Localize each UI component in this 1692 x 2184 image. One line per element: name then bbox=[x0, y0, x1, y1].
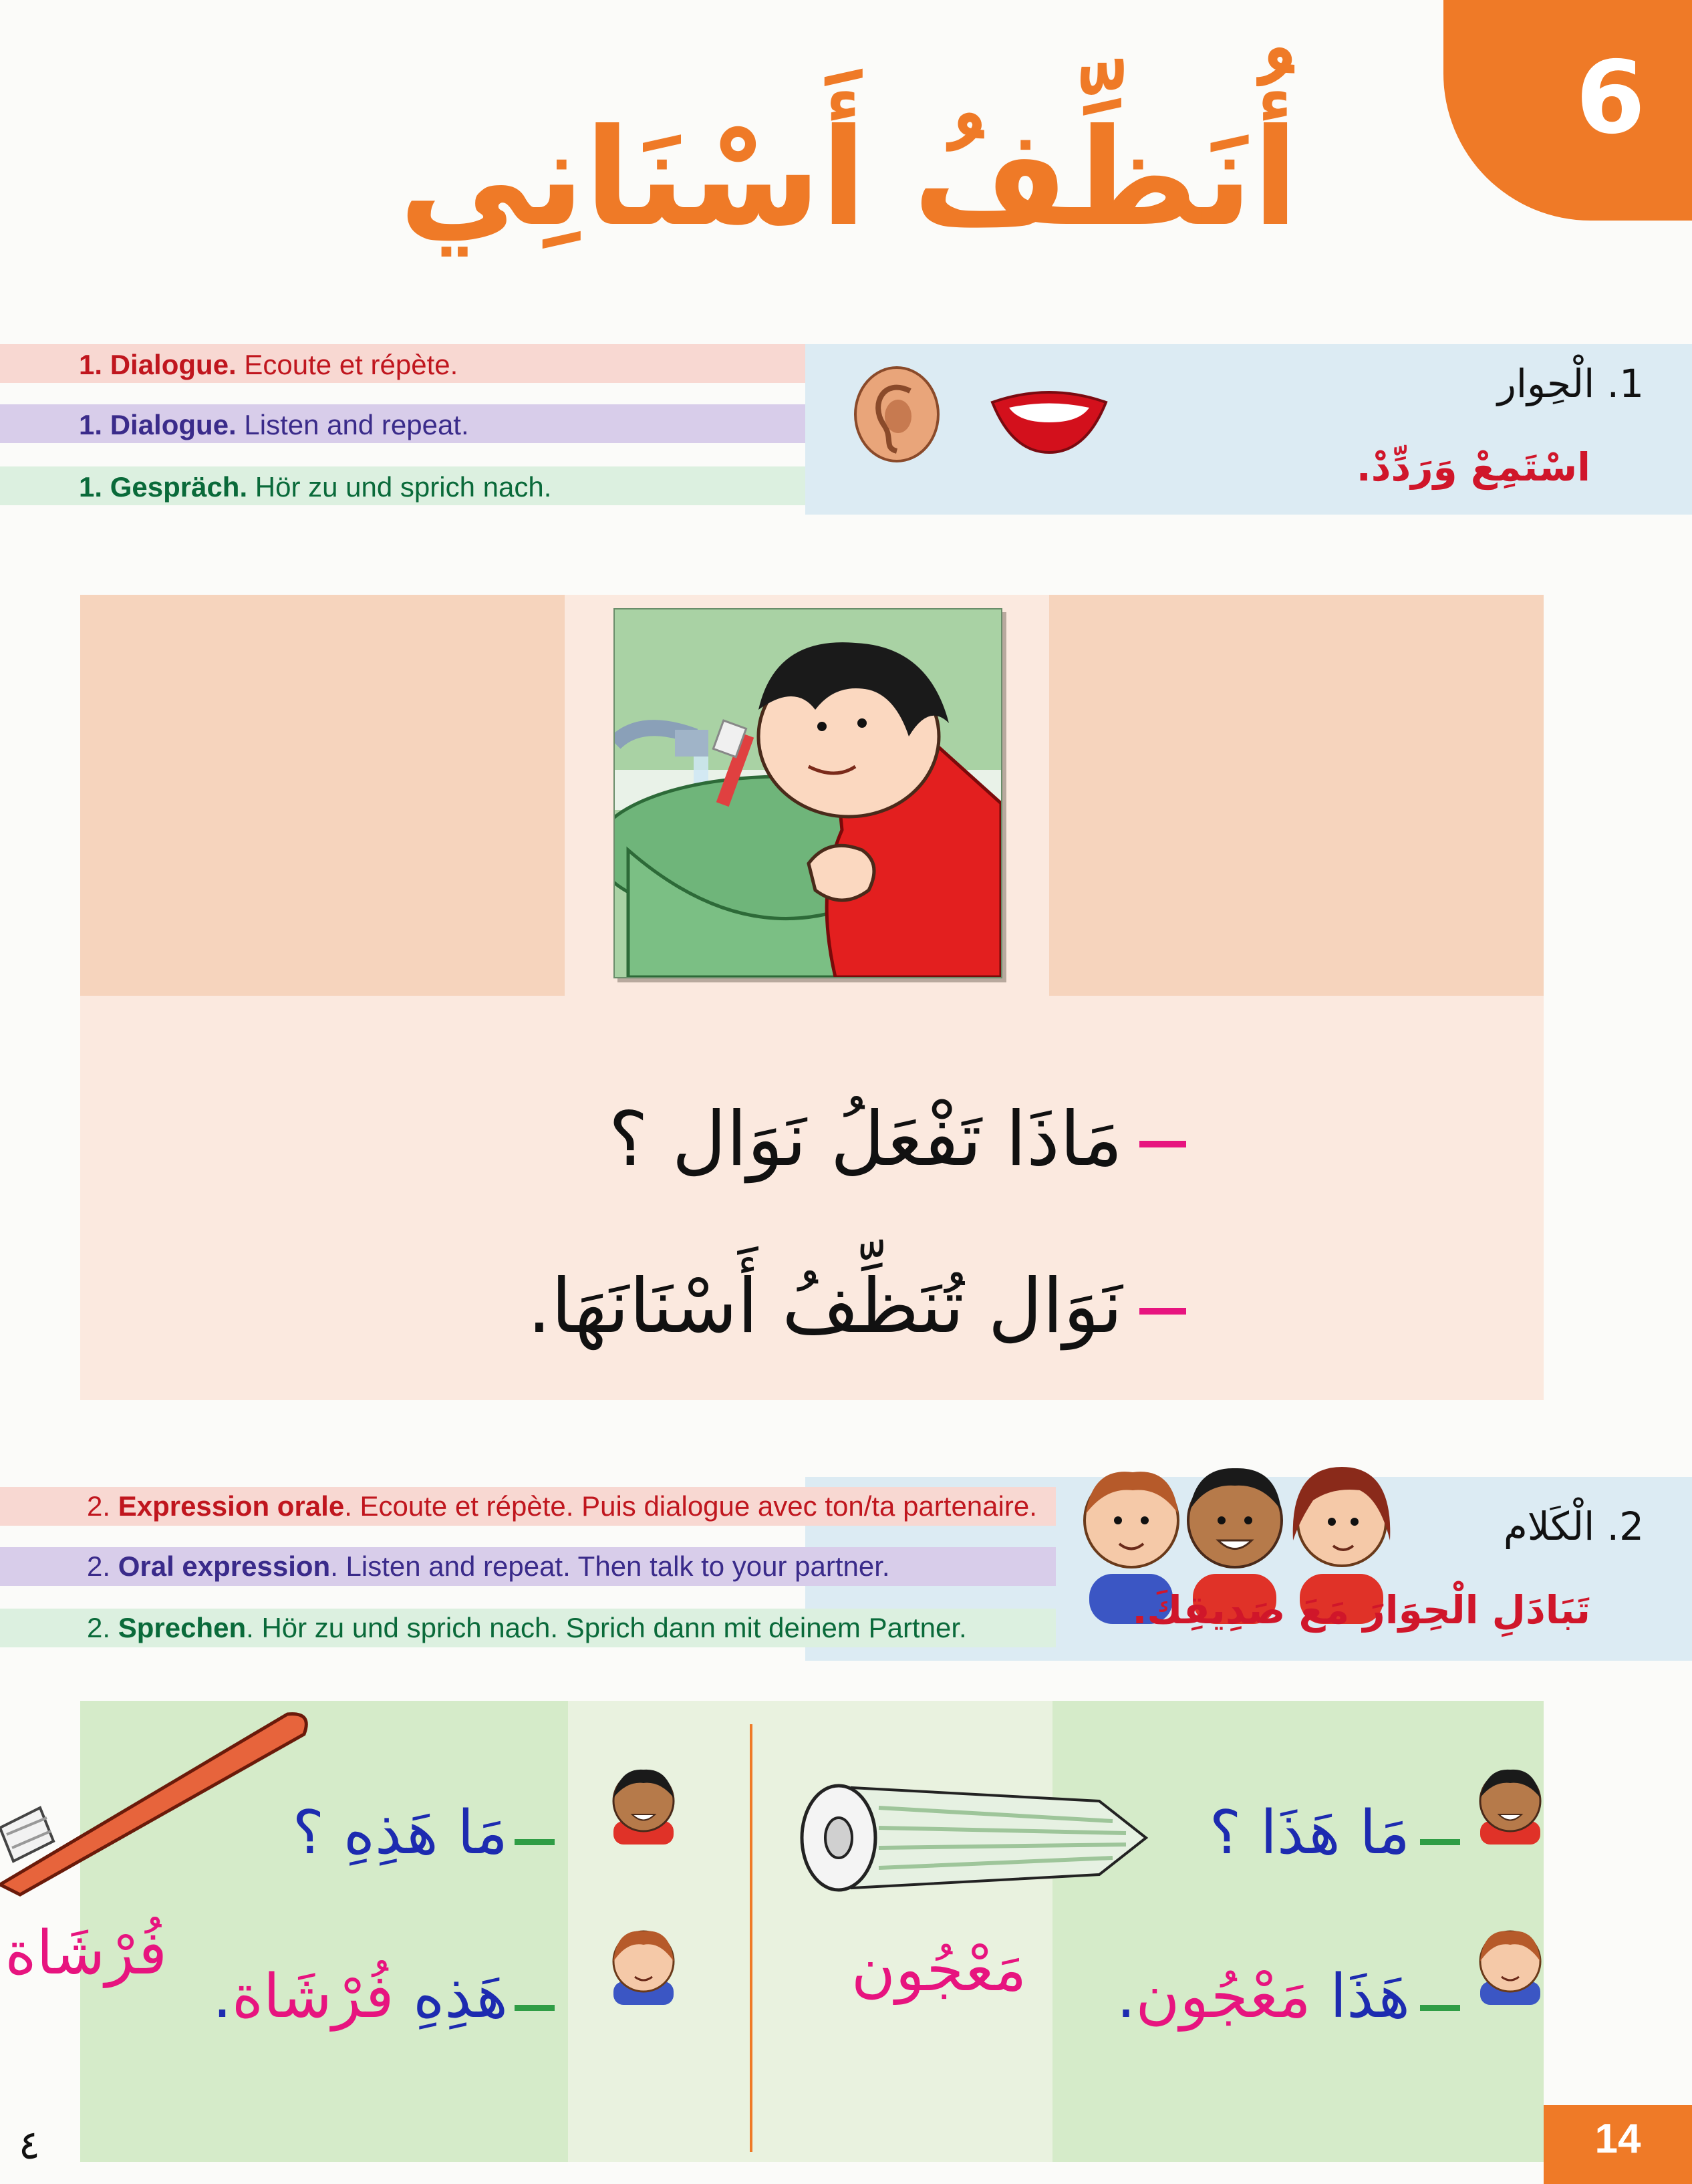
toothpaste-icon bbox=[779, 1774, 1153, 1908]
girl-brushing-teeth-illustration bbox=[613, 608, 1002, 978]
section2-arabic-heading: 2. الْكَلام bbox=[1503, 1504, 1644, 1549]
dialogue-line-1: مَاذَا تَفْعَلُ نَوَال ؟ bbox=[608, 1096, 1123, 1183]
section2-text-de: 2. Sprechen. Hör zu und sprich nach. Sprich dann mit deinem Partner. bbox=[87, 1612, 967, 1643]
dialogue-panel-left-block bbox=[80, 595, 565, 996]
section2-text-en: 2. Oral expression. Listen and repeat. Then talk to your partner. bbox=[87, 1550, 890, 1582]
vocab-right-question: مَا هَذَا ؟ bbox=[1209, 1798, 1410, 1868]
vocab-right-dash-1 bbox=[1420, 1839, 1460, 1845]
dark-hair-boy-icon bbox=[1473, 1764, 1547, 1845]
chapter-number: 6 bbox=[1575, 40, 1646, 156]
section2-arabic-instruction: تَبَادَلِ الْحِوَارَ مَعَ صَدِيقِكَ. bbox=[1132, 1587, 1590, 1633]
mouth-icon bbox=[986, 382, 1113, 456]
vocab-right-label-toothpaste: مَعْجُون bbox=[851, 1935, 1027, 2005]
vocab-left-dash-1 bbox=[515, 1839, 555, 1845]
dark-hair-boy-icon-left bbox=[607, 1764, 680, 1845]
vocab-left-dash-2 bbox=[515, 2005, 555, 2011]
page-number-arabic: ٤ bbox=[18, 2122, 40, 2169]
vocab-divider bbox=[750, 1724, 752, 2152]
red-hair-boy-icon bbox=[1473, 1925, 1547, 2005]
section1-text-de: 1. Gespräch. Hör zu und sprich nach. bbox=[79, 471, 552, 503]
vocab-left-label-toothbrush: فُرْشَاة bbox=[5, 1918, 167, 1988]
vocab-left-answer: هَذِهِ فُرْشَاة. bbox=[213, 1961, 508, 2032]
section1-arabic-heading: 1. الْحِوار bbox=[1497, 361, 1644, 406]
vocab-right-strip bbox=[1052, 1701, 1544, 2162]
red-hair-boy-icon-left bbox=[607, 1925, 680, 2005]
dialogue-line-2: نَوَال تُنَظِّفُ أَسْنَانَهَا. bbox=[527, 1263, 1123, 1350]
section1-text-fr: 1. Dialogue. Ecoute et répète. bbox=[79, 349, 458, 380]
dialogue-dash-1 bbox=[1139, 1141, 1186, 1147]
section1-arabic-instruction: اسْتَمِعْ وَرَدِّدْ. bbox=[1356, 444, 1590, 490]
section2-text-fr: 2. Expression orale. Ecoute et répète. Puis dialogue avec ton/ta partenaire. bbox=[87, 1490, 1037, 1522]
vocab-left-question: مَا هَذِهِ ؟ bbox=[292, 1798, 508, 1868]
vocab-right-dash-2 bbox=[1420, 2005, 1460, 2011]
dialogue-panel-right-block bbox=[1049, 595, 1544, 996]
page-number: 14 bbox=[1594, 2116, 1641, 2162]
ear-icon bbox=[843, 364, 950, 464]
dialogue-dash-2 bbox=[1139, 1308, 1186, 1315]
section1-text-en: 1. Dialogue. Listen and repeat. bbox=[79, 409, 469, 440]
page-title: أُنَظِّفُ أَسْنَانِي bbox=[399, 100, 1298, 256]
vocab-right-answer: هَذَا مَعْجُون. bbox=[1116, 1961, 1410, 2032]
